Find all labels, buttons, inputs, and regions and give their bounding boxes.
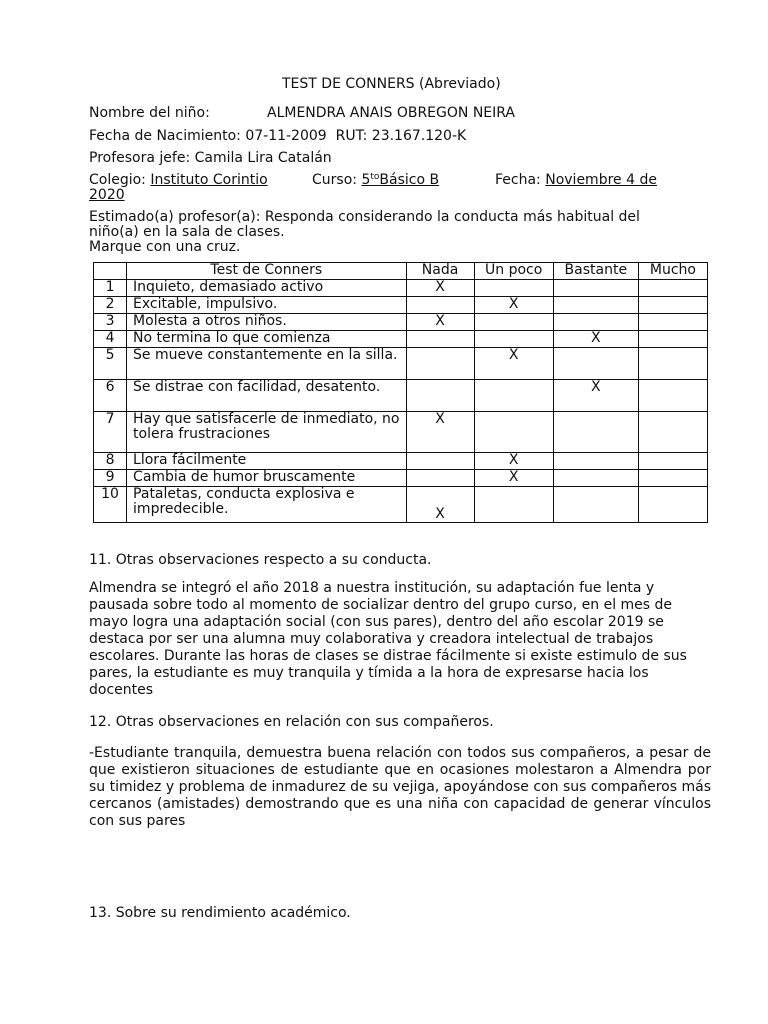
- mark-nada: [406, 331, 474, 348]
- row-number: 4: [94, 331, 127, 348]
- mark-nada: [406, 453, 474, 470]
- table-row: [94, 470, 708, 487]
- header-bastante: Bastante: [553, 263, 638, 280]
- mark-un-poco: [474, 314, 553, 331]
- table-row: [94, 453, 708, 470]
- row-item: Excitable, impulsivo.: [127, 297, 406, 314]
- mark-mucho: [638, 348, 707, 380]
- mark-bastante: [553, 470, 638, 487]
- section-13-heading: 13. Sobre su rendimiento académico.: [89, 905, 351, 921]
- mark-mucho: [638, 380, 707, 412]
- mark-un-poco: X: [474, 297, 553, 314]
- mark-un-poco: [474, 280, 553, 297]
- table-row: [94, 348, 708, 380]
- date-value-line1: Noviembre 4 de: [545, 172, 657, 188]
- mark-nada: X: [406, 487, 474, 523]
- mark-nada: [406, 297, 474, 314]
- teacher-value: Camila Lira Catalán: [194, 150, 332, 166]
- header-un-poco: Un poco: [474, 263, 553, 280]
- row-number: 5: [94, 348, 127, 380]
- row-item: Inquieto, demasiado activo: [127, 280, 406, 297]
- course-value: $5^{to}Básico$ B: [361, 172, 440, 188]
- page-title: TEST DE CONNERS (Abreviado): [282, 76, 501, 92]
- instructions-line-2: niño(a) en la sala de clases.: [89, 224, 285, 240]
- rut-label: RUT:: [335, 128, 368, 144]
- header-num: [94, 263, 127, 280]
- mark-mucho: [638, 314, 707, 331]
- header-mucho: Mucho: [638, 263, 707, 280]
- row-number: 9: [94, 470, 127, 487]
- mark-mucho: [638, 331, 707, 348]
- mark-un-poco: X: [474, 348, 553, 380]
- date-value-line2: 2020: [89, 187, 125, 203]
- mark-nada: X: [406, 280, 474, 297]
- mark-un-poco: X: [474, 470, 553, 487]
- row-number: 8: [94, 453, 127, 470]
- mark-mucho: [638, 487, 707, 523]
- row-number: 3: [94, 314, 127, 331]
- mark-bastante: X: [553, 380, 638, 412]
- header-nada: Nada: [406, 263, 474, 280]
- school-label: Colegio:: [89, 172, 146, 188]
- row-item: Se mueve constantemente en la silla.: [127, 348, 406, 380]
- mark-un-poco: [474, 331, 553, 348]
- row-item: Hay que satisfacerle de inmediato, no tolera frustraciones: [127, 412, 406, 453]
- instructions-line-1: Estimado(a) profesor(a): Responda considerando la conducta más habitual del: [89, 209, 640, 225]
- mark-un-poco: [474, 412, 553, 453]
- teacher-field: [89, 150, 332, 166]
- table-row: [94, 380, 708, 412]
- section-12-heading: 12. Otras observaciones en relación con sus compañeros.: [89, 714, 494, 730]
- section-12-body: -Estudiante tranquila, demuestra buena relación con todos sus compañeros, a pesar de que existieron situaciones de estudiante que en ocasiones molestaron a Almendra por su timidez y problema de inmadurez de su vejiga, apoyándose con sus compañeros más cercanos (amistades) demostrando que es una niña con capacidad de generar vínculos con sus pares: [89, 745, 711, 829]
- mark-mucho: [638, 297, 707, 314]
- date-label: Fecha:: [495, 172, 541, 188]
- table-row: [94, 331, 708, 348]
- row-number: 10: [94, 487, 127, 523]
- row-number: 6: [94, 380, 127, 412]
- table-row: [94, 280, 708, 297]
- birth-date-value: 07-11-2009: [245, 128, 327, 144]
- header-test: Test de Conners: [127, 263, 406, 280]
- mark-un-poco: X: [474, 453, 553, 470]
- instructions-line-3: Marque con una cruz.: [89, 239, 241, 255]
- row-item: No termina lo que comienza: [127, 331, 406, 348]
- course-label: Curso:: [312, 172, 357, 188]
- mark-mucho: [638, 280, 707, 297]
- birth-date-field: [89, 128, 466, 144]
- mark-un-poco: [474, 380, 553, 412]
- mark-nada: [406, 470, 474, 487]
- teacher-label: Profesora jefe:: [89, 150, 191, 166]
- mark-un-poco: [474, 487, 553, 523]
- mark-nada: X: [406, 412, 474, 453]
- table-row: [94, 412, 708, 453]
- mark-bastante: [553, 348, 638, 380]
- mark-nada: X: [406, 314, 474, 331]
- table-row: [94, 487, 708, 523]
- mark-bastante: [553, 314, 638, 331]
- mark-nada: [406, 380, 474, 412]
- mark-mucho: [638, 412, 707, 453]
- mark-mucho: [638, 470, 707, 487]
- row-number: 2: [94, 297, 127, 314]
- table-row: [94, 314, 708, 331]
- table-header-row: [94, 263, 708, 280]
- row-number: 7: [94, 412, 127, 453]
- rut-value: 23.167.120-K: [371, 128, 467, 144]
- section-11-body: Almendra se integró el año 2018 a nuestra institución, su adaptación fue lenta y pausada sobre todo al momento de socializar dentro del grupo curso, en el mes de mayo logra una adaptación social (con sus pares), dentro del año escolar 2019 se destaca por ser una alumna muy colaborativa y creadora intelectual de trabajos escolares. Durante las horas de clases se distrae fácilmente si existe estimulo de sus pares, la estudiante es muy tranquila y tímida a la hora de expresarse hacia los docentes: [89, 580, 687, 698]
- child-name-label: Nombre del niño:: [89, 105, 210, 121]
- mark-bastante: [553, 487, 638, 523]
- mark-bastante: [553, 280, 638, 297]
- row-item: Molesta a otros niños.: [127, 314, 406, 331]
- table-row: [94, 297, 708, 314]
- mark-mucho: [638, 453, 707, 470]
- row-number: 1: [94, 280, 127, 297]
- school-value: Instituto Corintio: [150, 172, 268, 188]
- child-name-value: ALMENDRA ANAIS OBREGON NEIRA: [267, 105, 516, 121]
- section-11-heading: 11. Otras observaciones respecto a su conducta.: [89, 552, 432, 568]
- conners-table: [93, 262, 708, 523]
- birth-date-label: Fecha de Nacimiento:: [89, 128, 241, 144]
- row-item: Se distrae con facilidad, desatento.: [127, 380, 406, 412]
- date-field: [495, 172, 657, 188]
- mark-bastante: [553, 297, 638, 314]
- row-item: Llora fácilmente: [127, 453, 406, 470]
- school-field: [89, 172, 268, 188]
- mark-nada: [406, 348, 474, 380]
- course-field: [312, 172, 439, 188]
- mark-bastante: [553, 453, 638, 470]
- row-item: Cambia de humor bruscamente: [127, 470, 406, 487]
- row-item: Pataletas, conducta explosiva e impredecible.: [127, 487, 406, 523]
- mark-bastante: [553, 412, 638, 453]
- mark-bastante: X: [553, 331, 638, 348]
